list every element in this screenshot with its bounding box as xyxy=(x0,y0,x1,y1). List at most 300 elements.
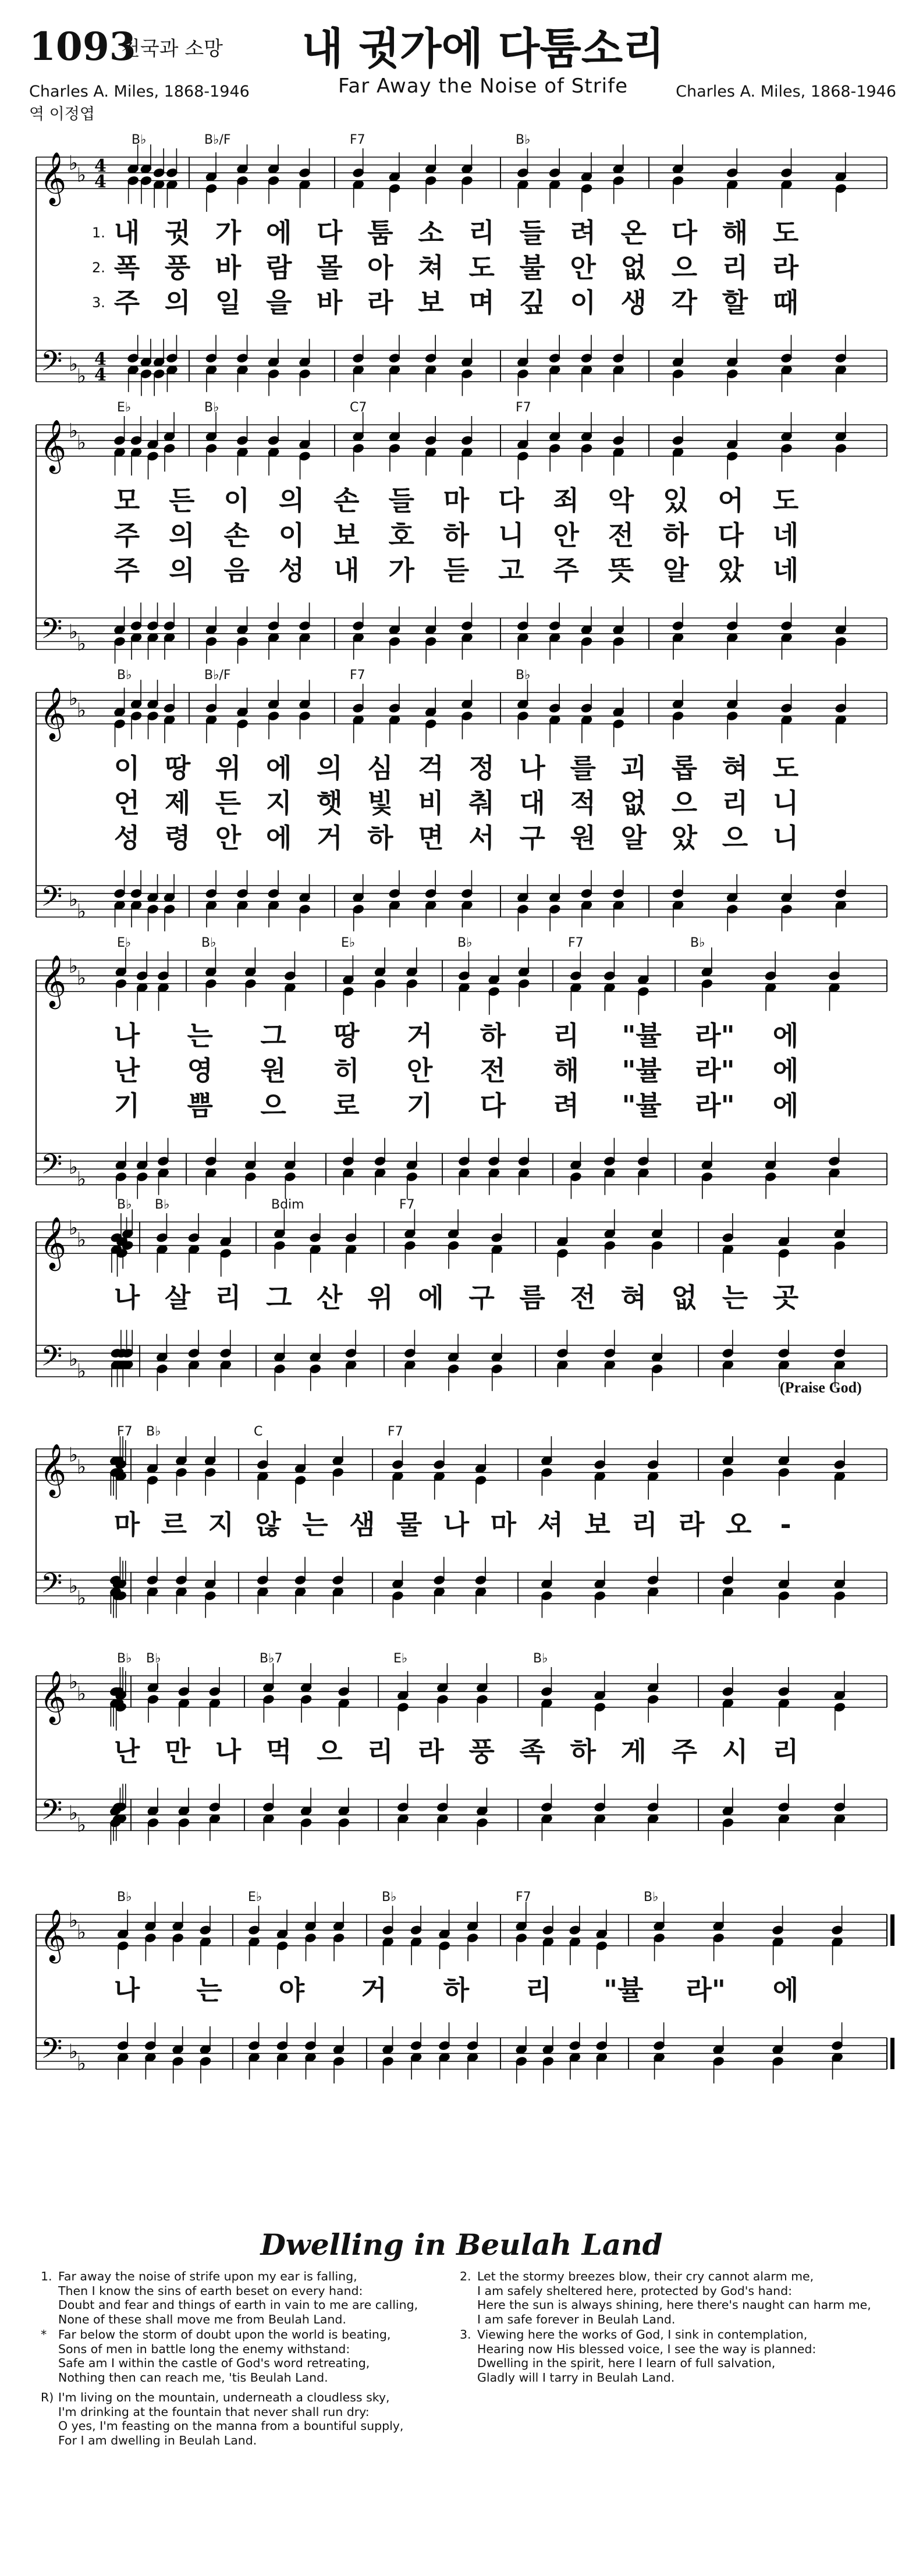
treble-note xyxy=(516,1902,527,1961)
treble-note xyxy=(115,947,127,1007)
treble-note xyxy=(713,1902,725,1961)
lyric-syllable: 손 xyxy=(333,485,360,516)
bass-note xyxy=(147,1788,159,1845)
bass-clef-icon: 𝄢 xyxy=(41,1147,63,1188)
lyric-syllable: 마 xyxy=(490,1509,517,1540)
bass-note xyxy=(144,2023,156,2080)
bass-note xyxy=(389,606,400,663)
stanza-line: Then I know the sins of earth beset on every hand: xyxy=(58,2283,363,2298)
stanza-line: Doubt and fear and things of earth in vain to me are calling, xyxy=(58,2298,418,2312)
lyric-syllable: 마 xyxy=(443,485,470,516)
bass-staff xyxy=(36,886,887,917)
bass-note xyxy=(389,335,400,392)
lyric-syllable: 툼 xyxy=(367,217,393,248)
stanza-line: I am safe forever in Beulah Land. xyxy=(477,2312,676,2326)
chord-symbol: F7 xyxy=(516,1890,531,1905)
chord-symbol: B♭ xyxy=(146,1651,161,1666)
lyric-line-verse-1 xyxy=(0,1508,923,1541)
treble-note xyxy=(205,152,217,212)
lyric-syllable: 롭 xyxy=(671,752,698,784)
flat-icon: ♭ xyxy=(77,966,87,990)
bass-note xyxy=(353,603,364,660)
lyric-syllable: 하 xyxy=(480,1020,506,1051)
lyric-syllable: 보 xyxy=(333,520,360,551)
lyric-syllable: 생 xyxy=(620,287,647,318)
bass-note xyxy=(382,2026,394,2083)
lyric-syllable: 난 xyxy=(113,1055,140,1086)
time-signature: 4 xyxy=(94,365,106,385)
bass-note xyxy=(127,335,139,392)
lyric-syllable: "뷸 xyxy=(622,1020,662,1051)
bass-clef-icon: 𝄢 xyxy=(41,880,63,920)
lyric-syllable: 지 xyxy=(266,787,292,819)
lyric-syllable: 라" xyxy=(695,1090,735,1121)
flat-icon: ♭ xyxy=(77,431,87,454)
lyric-syllable: 안 xyxy=(406,1055,433,1086)
treble-note xyxy=(488,955,500,1015)
bass-note xyxy=(299,874,311,931)
bass-note xyxy=(166,335,178,392)
music-system-5 xyxy=(0,1193,923,1394)
lyric-syllable: 거 xyxy=(406,1020,433,1051)
treble-note xyxy=(448,1209,459,1269)
bass-note xyxy=(834,1561,846,1618)
bass-note xyxy=(244,1142,256,1199)
bass-note xyxy=(726,339,738,396)
lyric-syllable: - xyxy=(780,1509,791,1540)
lyric-syllable: 원 xyxy=(570,822,596,854)
bass-note xyxy=(397,1784,409,1841)
translator-credit: 역 이정엽 xyxy=(29,105,95,123)
bass-note xyxy=(722,1788,734,1845)
lyric-syllable: 의 xyxy=(169,555,195,586)
lyric-syllable: 는 xyxy=(196,1974,222,2006)
treble-note xyxy=(672,680,684,739)
lyric-syllable: 성 xyxy=(278,555,305,586)
lyric-syllable: 모 xyxy=(113,485,140,516)
treble-note xyxy=(651,1209,663,1269)
chord-symbol: F7 xyxy=(388,1424,403,1439)
bass-note xyxy=(209,1784,221,1841)
bass-staff xyxy=(36,1799,887,1831)
lyric-line-verse-2 xyxy=(0,787,923,819)
lyric-line-verse-3 xyxy=(0,286,923,319)
chord-symbol: B♭ xyxy=(533,1651,548,1666)
treble-note xyxy=(439,1910,450,1969)
bass-note xyxy=(726,874,738,931)
lyric-syllable: 기 xyxy=(113,1090,140,1121)
lyric-syllable: 네 xyxy=(772,520,799,551)
chord-symbol: B♭ xyxy=(644,1890,659,1905)
bass-note xyxy=(604,1138,615,1195)
treble-clef-icon: 𝄞 xyxy=(40,687,67,740)
chord-symbol: B♭/F xyxy=(204,133,231,147)
lyric-syllable: 안 xyxy=(570,252,596,283)
lyric-syllable: 쁨 xyxy=(187,1090,213,1121)
bass-note xyxy=(517,339,528,396)
bass-note xyxy=(834,1330,846,1387)
treble-note xyxy=(581,152,592,212)
lyric-syllable: 가 xyxy=(215,217,242,248)
bass-note xyxy=(722,1330,734,1387)
bass-note xyxy=(765,1142,776,1199)
bass-note xyxy=(834,1784,846,1841)
lyric-syllable: 원 xyxy=(260,1055,286,1086)
bass-note xyxy=(549,335,560,392)
lyric-syllable: 게 xyxy=(620,1736,647,1767)
lyric-syllable: 성 xyxy=(113,822,140,854)
treble-note xyxy=(461,144,473,204)
bass-note xyxy=(475,1557,487,1614)
lyric-syllable: 가 xyxy=(388,555,414,586)
bass-note xyxy=(581,335,592,392)
bass-clef-icon: 𝄢 xyxy=(41,1339,63,1380)
bass-note xyxy=(353,335,364,392)
treble-note xyxy=(374,947,386,1007)
stanza-line: Far below the storm of doubt upon the world is beating, xyxy=(58,2328,391,2342)
bass-note xyxy=(476,1788,488,1845)
lyric-syllable: 쳐 xyxy=(418,252,444,283)
bass-note xyxy=(772,2026,784,2083)
treble-note xyxy=(835,412,847,471)
bass-note xyxy=(333,2026,345,2083)
chord-symbol: E♭ xyxy=(341,936,356,950)
english-stanza-3 xyxy=(41,2390,404,2447)
bass-note xyxy=(276,2023,288,2080)
stanza-line: I'm drinking at the fountain that never shall run dry: xyxy=(58,2404,370,2419)
bass-note xyxy=(448,1334,459,1391)
bass-note xyxy=(156,1334,168,1391)
bass-note xyxy=(425,335,436,392)
lyric-syllable: 각 xyxy=(671,287,698,318)
bass-note xyxy=(172,2026,184,2083)
treble-note xyxy=(461,680,473,739)
treble-note xyxy=(541,1436,552,1495)
lyric-syllable: 어 xyxy=(718,485,744,516)
bass-clef-icon: 𝄢 xyxy=(41,612,63,652)
lyric-syllable: 나 xyxy=(519,752,545,784)
lyric-syllable: 거 xyxy=(361,1974,387,2006)
bass-note xyxy=(780,335,792,392)
bass-note xyxy=(832,2023,843,2080)
bass-note xyxy=(284,1142,296,1199)
bass-note xyxy=(581,606,592,663)
treble-note xyxy=(701,947,713,1007)
lyric-syllable: 라 xyxy=(679,1509,705,1540)
stanza-line: O yes, I'm feasting on the manna from a bountiful supply, xyxy=(58,2419,404,2433)
stanza-line: None of these shall move me from Beulah Land. xyxy=(58,2312,346,2326)
flat-icon: ♭ xyxy=(69,954,79,978)
lyric-syllable: 니 xyxy=(498,520,524,551)
bass-note xyxy=(596,2023,608,2080)
chord-symbol: F7 xyxy=(399,1198,415,1212)
treble-note xyxy=(305,1902,317,1961)
treble-note xyxy=(835,152,847,212)
treble-note xyxy=(397,1671,409,1731)
bass-note xyxy=(651,1334,663,1391)
bass-note xyxy=(594,1784,606,1841)
chord-symbol: E♭ xyxy=(248,1890,262,1905)
lyric-syllable: 위 xyxy=(215,752,242,784)
lyric-line-verse-1 xyxy=(0,484,923,517)
lyric-line-verse-3 xyxy=(0,554,923,587)
lyric-syllable: 아 xyxy=(367,252,393,283)
lyric-syllable: 야 xyxy=(278,1974,305,2006)
flat-icon: ♭ xyxy=(69,1575,79,1598)
lyric-syllable: 에 xyxy=(266,752,292,784)
lyric-syllable: 음 xyxy=(223,555,250,586)
treble-clef-icon: 𝄞 xyxy=(40,1444,67,1496)
treble-note xyxy=(205,412,217,471)
lyric-syllable: 제 xyxy=(164,787,191,819)
bass-note xyxy=(205,1138,216,1195)
bass-clef-icon: 𝄢 xyxy=(41,344,63,385)
treble-note xyxy=(274,1209,285,1269)
lyric-line-verse-3 xyxy=(0,1089,923,1122)
treble-note xyxy=(672,144,684,204)
flat-icon: ♭ xyxy=(77,2052,87,2076)
bass-note xyxy=(345,1330,357,1387)
lyric-syllable: 구 xyxy=(519,822,545,854)
flat-icon: ♭ xyxy=(77,1682,87,1706)
bass-note xyxy=(111,1330,122,1387)
english-stanza-4 xyxy=(460,2269,871,2326)
lyric-syllable: 니 xyxy=(772,787,799,819)
treble-note xyxy=(613,688,624,747)
lyric-syllable: 네 xyxy=(772,555,799,586)
treble-note xyxy=(262,1663,274,1722)
lyric-syllable: 라 xyxy=(367,287,393,318)
lyric-syllable: 도 xyxy=(772,485,799,516)
chord-symbol: B♭ xyxy=(117,1198,132,1212)
bass-note xyxy=(461,603,473,660)
lyric-syllable: 다 xyxy=(718,520,744,551)
music-system-4 xyxy=(0,931,923,1202)
chord-symbol: B♭ xyxy=(457,936,473,950)
chord-symbol: C xyxy=(254,1424,263,1439)
chord-symbol: F7 xyxy=(516,400,531,415)
lyric-syllable: 든 xyxy=(169,485,195,516)
bass-note xyxy=(117,2023,129,2080)
lyric-syllable: 리 xyxy=(631,1509,658,1540)
english-stanza-5 xyxy=(460,2328,816,2385)
lyric-line-verse-3 xyxy=(0,822,923,854)
flat-icon: ♭ xyxy=(69,2040,79,2063)
lyric-syllable: 내 xyxy=(333,555,360,586)
lyric-syllable: 비 xyxy=(418,787,444,819)
chord-symbol: B♭ xyxy=(117,1890,132,1905)
lyric-syllable: 다 xyxy=(317,217,343,248)
bass-note xyxy=(672,339,684,396)
flat-icon: ♭ xyxy=(77,1920,87,1944)
stanza-line: I am safely sheltered here, protected by God's hand: xyxy=(477,2283,793,2298)
lyric-syllable: 구 xyxy=(468,1282,495,1313)
bass-note xyxy=(549,603,560,660)
time-signature: 4 xyxy=(94,349,106,369)
bass-note xyxy=(541,1784,552,1841)
lyric-syllable: 는 xyxy=(187,1020,213,1051)
lyric-syllable: 람 xyxy=(266,252,292,283)
lyric-syllable: 령 xyxy=(164,822,191,854)
treble-note xyxy=(353,412,364,471)
lyric-syllable: 곳 xyxy=(772,1282,799,1313)
lyric-syllable: 나 xyxy=(113,1974,140,2006)
treble-note xyxy=(147,420,159,479)
lyric-syllable: 주 xyxy=(113,287,140,318)
bass-note xyxy=(116,1330,128,1387)
lyric-syllable: 리 xyxy=(526,1974,552,2006)
stanza-line: Nothing then can reach me, 'tis Beulah Land. xyxy=(58,2370,328,2385)
bass-note xyxy=(726,603,738,660)
bass-note xyxy=(176,1557,187,1614)
lyric-syllable: 라" xyxy=(695,1020,735,1051)
composer-credit: Charles A. Miles, 1868-1946 xyxy=(676,83,896,101)
lyric-syllable: 이 xyxy=(278,520,305,551)
chord-symbol: B♭ xyxy=(155,1198,170,1212)
lyric-syllable: 걱 xyxy=(418,752,444,784)
treble-clef-icon: 𝄞 xyxy=(40,152,67,204)
treble-note xyxy=(342,955,354,1015)
bass-note xyxy=(299,339,311,396)
lyric-syllable: 햇 xyxy=(317,787,343,819)
treble-note xyxy=(425,688,436,747)
treble-note xyxy=(726,420,738,479)
lyric-line-verse-1 xyxy=(0,1735,923,1768)
verse-number: 3. xyxy=(92,294,105,311)
lyric-syllable: 주 xyxy=(113,555,140,586)
chord-symbol: B♭ xyxy=(516,668,531,683)
lyric-syllable: 하 xyxy=(443,520,470,551)
treble-note xyxy=(647,1663,659,1722)
bass-note xyxy=(613,335,624,392)
lyric-syllable: 시 xyxy=(722,1736,748,1767)
flat-icon: ♭ xyxy=(69,1348,79,1371)
lyric-syllable: "뷸 xyxy=(604,1974,644,2006)
flat-icon: ♭ xyxy=(77,1455,87,1479)
treble-note xyxy=(467,1902,478,1961)
bass-note xyxy=(569,2023,581,2080)
lyric-syllable: 해 xyxy=(722,217,748,248)
treble-note xyxy=(425,144,436,204)
music-system-7 xyxy=(0,1647,923,1848)
lyric-syllable: 내 xyxy=(113,217,140,248)
lyric-syllable: 으 xyxy=(671,252,698,283)
lyric-syllable: 에 xyxy=(772,1055,799,1086)
time-signature: 4 xyxy=(94,172,106,192)
chord-symbol: B♭ xyxy=(204,400,219,415)
lyric-syllable: 알 xyxy=(663,555,689,586)
bass-note xyxy=(581,870,592,928)
chord-symbol: B♭ xyxy=(117,1651,132,1666)
bass-note xyxy=(518,1138,530,1195)
lyric-syllable: 하 xyxy=(367,822,393,854)
chord-symbol: B♭ xyxy=(382,1890,397,1905)
flat-icon: ♭ xyxy=(77,1359,87,1383)
chord-symbol: B♭ xyxy=(117,668,132,683)
lyric-syllable: 들 xyxy=(388,485,414,516)
verse-number: 2. xyxy=(92,260,105,276)
bass-note xyxy=(122,1330,133,1387)
english-title: Dwelling in Beulah Land xyxy=(260,2227,663,2262)
stanza-line: Far away the noise of strife upon my ear is falling, xyxy=(58,2269,357,2283)
lyric-syllable: 살 xyxy=(164,1282,191,1313)
treble-note xyxy=(834,1209,846,1269)
bass-note xyxy=(305,2023,317,2080)
lyric-syllable: 들 xyxy=(519,217,545,248)
chord-symbol: E♭ xyxy=(117,400,132,415)
bass-note xyxy=(147,1557,158,1614)
lyric-syllable: 귓 xyxy=(164,217,191,248)
lyric-syllable: 있 xyxy=(663,485,689,516)
lyric-syllable: 깊 xyxy=(519,287,545,318)
flat-icon: ♭ xyxy=(77,1586,87,1610)
treble-staff xyxy=(36,1676,887,1707)
bass-note xyxy=(204,1561,216,1618)
bass-note xyxy=(205,606,217,663)
treble-note xyxy=(780,412,792,471)
treble-note xyxy=(722,1436,734,1495)
flat-icon: ♭ xyxy=(77,900,87,923)
lyric-syllable: 려 xyxy=(570,217,596,248)
treble-note xyxy=(276,1910,288,1969)
flat-icon: ♭ xyxy=(69,1802,79,1825)
lyric-syllable: 며 xyxy=(468,287,495,318)
bass-note xyxy=(517,874,528,931)
verse-number: 1. xyxy=(92,225,105,241)
hymn-category: 천국과 소망 xyxy=(121,37,223,61)
stanza-line: Sons of men in battle long the enemy withstand: xyxy=(58,2342,350,2356)
bass-note xyxy=(778,1561,790,1618)
lyric-syllable: 에 xyxy=(772,1090,799,1121)
bass-note xyxy=(778,1784,790,1841)
lyric-line-verse-1 xyxy=(0,1019,923,1052)
flat-icon: ♭ xyxy=(69,1670,79,1694)
treble-note xyxy=(517,420,528,479)
lyric-syllable: 풍 xyxy=(468,1736,495,1767)
lyric-syllable: 의 xyxy=(164,287,191,318)
lyric-line-verse-2 xyxy=(0,1054,923,1087)
bass-note xyxy=(604,1330,616,1387)
treble-note xyxy=(244,947,256,1007)
bass-note xyxy=(237,870,248,928)
treble-note xyxy=(778,1217,790,1277)
flat-icon: ♭ xyxy=(77,163,87,187)
lyric-syllable: 나 xyxy=(113,1282,140,1313)
bass-note xyxy=(140,339,152,396)
bass-note xyxy=(780,874,792,931)
lyric-syllable: 온 xyxy=(620,217,647,248)
chord-symbol: B♭ xyxy=(132,133,147,147)
bass-note xyxy=(257,1557,268,1614)
lyric-syllable: 정 xyxy=(468,752,495,784)
lyric-syllable: 풍 xyxy=(164,252,191,283)
lyric-syllable: 이 xyxy=(223,485,250,516)
treble-clef-icon: 𝄞 xyxy=(40,420,67,472)
bass-note xyxy=(332,1557,344,1614)
treble-staff xyxy=(36,425,887,456)
lyric-syllable: 없 xyxy=(671,1282,698,1313)
lyric-line-verse-1 xyxy=(0,752,923,784)
bass-note xyxy=(594,1561,606,1618)
music-system-8 xyxy=(0,1885,923,2087)
bass-note xyxy=(294,1557,306,1614)
bass-note xyxy=(425,606,436,663)
lyric-syllable: 으 xyxy=(671,787,698,819)
bass-note xyxy=(268,603,279,660)
bass-note xyxy=(115,1142,127,1199)
lyric-syllable: 물 xyxy=(396,1509,423,1540)
chord-symbol: F7 xyxy=(350,133,365,147)
